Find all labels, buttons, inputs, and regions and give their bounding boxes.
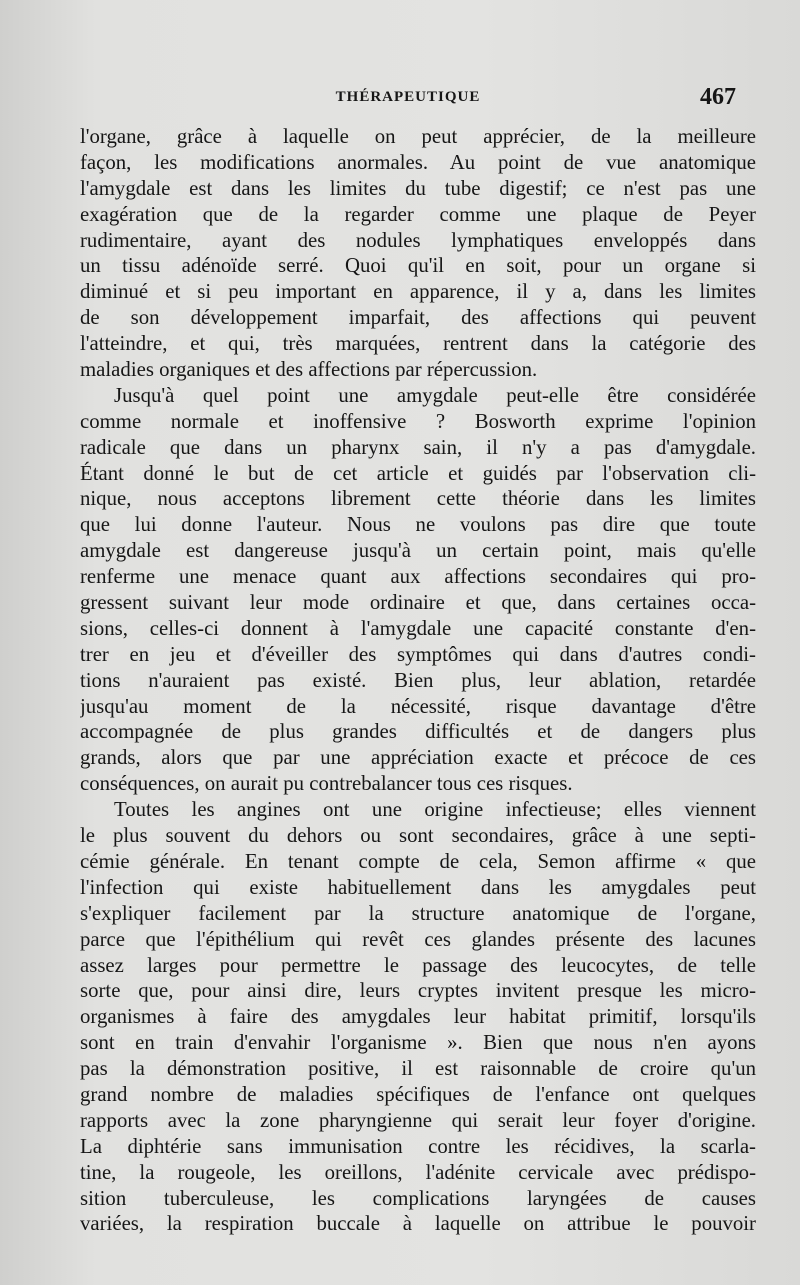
text-line: sont en train d'envahir l'organisme ». Bien que nous n'en ayons [80,1031,756,1055]
text-line: sorte que, pour ainsi dire, leurs cryptes invitent presque les micro- [80,979,756,1003]
text-line: tine, la rougeole, les oreillons, l'adénite cervicale avec prédispo- [80,1160,756,1184]
text-line: tions n'auraient pas existé. Bien plus, leur ablation, retardée [80,668,756,692]
text-line: que lui donne l'auteur. Nous ne voulons pas dire que toute [80,513,756,537]
text-line: conséquences, on aurait pu contrebalancer tous ces risques. [80,772,573,796]
text-line: organismes à faire des amygdales leur habitat primitif, lorsqu'ils [80,1005,756,1029]
text-line: rapports avec la zone pharyngienne qui serait leur foyer d'origine. [80,1108,756,1132]
running-head [80,84,736,110]
text-line: l'atteindre, et qui, très marquées, rentrent dans la catégorie des [80,332,756,356]
text-line: l'amygdale est dans les limites du tube digestif; ce n'est pas une [80,176,756,200]
text-line: de son développement imparfait, des affections qui peuvent [80,306,756,330]
running-head-title: THÉRAPEUTIQUE [335,89,481,105]
text-line: grand nombre de maladies spécifiques de l'enfance ont quelques [80,1082,756,1106]
text-line: parce que l'épithélium qui revêt ces glandes présente des lacunes [80,927,756,951]
text-line: assez larges pour permettre le passage des leucocytes, de telle [80,953,756,977]
text-line: s'expliquer facilement par la structure anatomique de l'organe, [80,901,756,925]
text-line: façon, les modifications anormales. Au point de vue anatomique [80,150,756,174]
page-number: 467 [700,84,736,110]
text-line: l'organe, grâce à laquelle on peut apprécier, de la meilleure [80,125,756,148]
text-line: pas la démonstration positive, il est raisonnable de croire qu'un [80,1057,756,1081]
text-line: Étant donné le but de cet article et guidés par l'observation cli- [80,461,756,485]
text-line: nique, nous acceptons librement cette théorie dans les limites [80,487,756,511]
text-line: un tissu adénoïde serré. Quoi qu'il en soit, pour un organe si [80,254,756,278]
text-line: l'infection qui existe habituellement dans les amygdales peut [80,875,756,899]
text-line: variées, la respiration buccale à laquelle on attribue le pouvoir [80,1212,756,1236]
text-line: Jusqu'à quel point une amygdale peut-elle être considérée [114,383,756,407]
text-line: le plus souvent du dehors ou sont secondaires, grâce à une septi- [80,824,756,848]
text-line: accompagnée de plus grandes difficultés et de dangers plus [80,720,756,744]
text-line: maladies organiques et des affections par répercussion. [80,358,538,382]
text-line: rudimentaire, ayant des nodules lymphatiques enveloppés dans [80,228,756,252]
text-line: cémie générale. En tenant compte de cela, Semon affirme « que [80,849,756,873]
text-line: renferme une menace quant aux affections secondaires qui pro- [80,565,756,589]
text-line: radicale que dans un pharynx sain, il n'y a pas d'amygdale. [80,435,756,459]
text-line: diminué et si peu important en apparence, il y a, dans les limites [80,280,756,304]
text-line: exagération que de la regarder comme une plaque de Peyer [80,202,756,226]
text-line: grands, alors que par une appréciation exacte et précoce de ces [80,746,756,770]
text-line: sition tuberculeuse, les complications laryngées de causes [80,1186,756,1210]
text-line: La diphtérie sans immunisation contre les récidives, la scarla- [80,1134,756,1158]
text-line: comme normale et inoffensive ? Bosworth exprime l'opinion [80,409,756,433]
text-line: jusqu'au moment de la nécessité, risque davantage d'être [80,694,756,718]
text-line: trer en jeu et d'éveiller des symptômes qui dans d'autres condi- [80,642,756,666]
text-line: gressent suivant leur mode ordinaire et que, dans certaines occa- [80,591,756,615]
text-line: sions, celles-ci donnent à l'amygdale une capacité constante d'en- [80,616,756,640]
text-line: amygdale est dangereuse jusqu'à un certain point, mais qu'elle [80,539,756,563]
text-line: Toutes les angines ont une origine infectieuse; elles viennent [114,798,756,822]
body-text [80,124,756,1237]
